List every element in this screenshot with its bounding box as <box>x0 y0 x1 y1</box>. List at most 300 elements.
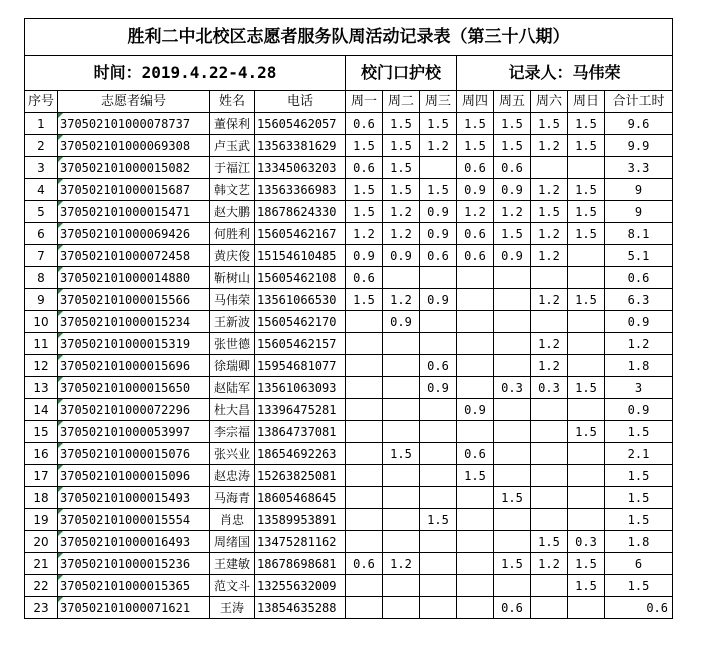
day-hours-cell: 0.6 <box>420 355 457 377</box>
volunteer-id-cell <box>58 113 210 135</box>
phone-cell: 13345063203 <box>255 157 346 179</box>
name-cell: 肖忠 <box>210 509 255 531</box>
volunteer-id: 370502101000016493 <box>60 534 191 549</box>
phone-cell: 15605462170 <box>255 311 346 333</box>
time-value: 2019.4.22-4.28 <box>141 63 277 82</box>
row-number-cell: 15 <box>25 421 58 443</box>
name-cell: 王建敏 <box>210 553 255 575</box>
day-hours-cell <box>383 597 420 619</box>
day-hours-cell: 0.6 <box>420 245 457 267</box>
phone-cell: 13563366983 <box>255 179 346 201</box>
day-hours-cell: 1.5 <box>568 421 605 443</box>
row-number-cell: 12 <box>25 355 58 377</box>
phone-cell: 18605468645 <box>255 487 346 509</box>
volunteer-id: 370502101000015365 <box>60 578 191 593</box>
day-hours-cell <box>494 267 531 289</box>
phone-cell: 18678624330 <box>255 201 346 223</box>
name-cell: 张世德 <box>210 333 255 355</box>
day-hours-cell <box>494 311 531 333</box>
day-hours-cell: 1.2 <box>383 201 420 223</box>
day-hours-cell: 1.5 <box>494 553 531 575</box>
table-row <box>25 597 673 619</box>
name-cell: 赵大鹏 <box>210 201 255 223</box>
table-row <box>25 245 673 267</box>
day-hours-cell: 1.5 <box>568 553 605 575</box>
text-number-marker-icon <box>58 135 63 140</box>
day-hours-cell: 1.2 <box>531 135 568 157</box>
day-hours-cell <box>420 311 457 333</box>
row-number-cell: 20 <box>25 531 58 553</box>
volunteer-id: 370502101000015650 <box>60 380 191 395</box>
row-number-cell: 22 <box>25 575 58 597</box>
text-number-marker-icon <box>58 553 63 558</box>
row-number-cell: 6 <box>25 223 58 245</box>
volunteer-id-cell <box>58 597 210 619</box>
column-header: 姓名 <box>210 91 255 113</box>
location-cell: 校门口护校 <box>346 56 457 91</box>
volunteer-id-cell <box>58 575 210 597</box>
day-hours-cell <box>531 267 568 289</box>
day-hours-cell <box>346 597 383 619</box>
total-hours-cell: 8.1 <box>605 223 673 245</box>
day-hours-cell: 1.5 <box>383 135 420 157</box>
total-hours-cell: 1.5 <box>605 575 673 597</box>
phone-cell: 18654692263 <box>255 443 346 465</box>
volunteer-id-cell <box>58 531 210 553</box>
volunteer-id: 370502101000072458 <box>60 248 191 263</box>
text-number-marker-icon <box>58 465 63 470</box>
day-hours-cell <box>568 509 605 531</box>
name-cell: 董保利 <box>210 113 255 135</box>
total-hours-cell: 1.5 <box>605 487 673 509</box>
column-header: 周四 <box>457 91 494 113</box>
text-number-marker-icon <box>58 179 63 184</box>
text-number-marker-icon <box>58 509 63 514</box>
day-hours-cell: 1.5 <box>531 201 568 223</box>
row-number-cell: 21 <box>25 553 58 575</box>
time-label: 时间： <box>93 63 142 82</box>
total-hours-cell: 9.9 <box>605 135 673 157</box>
day-hours-cell: 0.6 <box>457 223 494 245</box>
day-hours-cell: 0.9 <box>457 399 494 421</box>
row-number-cell: 17 <box>25 465 58 487</box>
phone-cell: 15605462157 <box>255 333 346 355</box>
day-hours-cell: 1.5 <box>568 377 605 399</box>
day-hours-cell: 1.2 <box>383 223 420 245</box>
total-hours-cell: 3.3 <box>605 157 673 179</box>
day-hours-cell: 1.2 <box>531 355 568 377</box>
total-hours-cell: 1.5 <box>605 421 673 443</box>
day-hours-cell <box>494 531 531 553</box>
day-hours-cell <box>457 421 494 443</box>
day-hours-cell <box>420 531 457 553</box>
phone-cell: 13864737081 <box>255 421 346 443</box>
day-hours-cell <box>383 531 420 553</box>
column-header: 周一 <box>346 91 383 113</box>
day-hours-cell <box>568 311 605 333</box>
row-number-cell: 16 <box>25 443 58 465</box>
day-hours-cell: 0.6 <box>346 113 383 135</box>
total-hours-cell: 9 <box>605 201 673 223</box>
day-hours-cell: 0.9 <box>494 179 531 201</box>
day-hours-cell <box>383 575 420 597</box>
volunteer-id-cell <box>58 157 210 179</box>
day-hours-cell: 1.5 <box>420 113 457 135</box>
phone-cell: 15605462167 <box>255 223 346 245</box>
day-hours-cell <box>420 421 457 443</box>
row-number-cell: 1 <box>25 113 58 135</box>
column-header: 电话 <box>255 91 346 113</box>
text-number-marker-icon <box>58 399 63 404</box>
row-number-cell: 5 <box>25 201 58 223</box>
day-hours-cell: 0.3 <box>531 377 568 399</box>
day-hours-cell <box>346 443 383 465</box>
table-row <box>25 267 673 289</box>
phone-cell: 18678698681 <box>255 553 346 575</box>
day-hours-cell: 1.5 <box>383 157 420 179</box>
day-hours-cell <box>346 399 383 421</box>
total-hours-cell: 1.8 <box>605 531 673 553</box>
table-row <box>25 509 673 531</box>
phone-cell: 13561066530 <box>255 289 346 311</box>
day-hours-cell: 1.5 <box>568 179 605 201</box>
day-hours-cell <box>531 399 568 421</box>
column-header: 周三 <box>420 91 457 113</box>
phone-cell: 15263825081 <box>255 465 346 487</box>
text-number-marker-icon <box>58 531 63 536</box>
day-hours-cell: 0.6 <box>457 157 494 179</box>
volunteer-id: 370502101000078737 <box>60 116 191 131</box>
day-hours-cell: 1.5 <box>346 201 383 223</box>
total-hours-cell: 9 <box>605 179 673 201</box>
day-hours-cell: 1.5 <box>383 113 420 135</box>
column-header: 周二 <box>383 91 420 113</box>
table-row <box>25 113 673 135</box>
table-row <box>25 333 673 355</box>
day-hours-cell: 1.5 <box>494 135 531 157</box>
day-hours-cell <box>568 245 605 267</box>
text-number-marker-icon <box>58 157 63 162</box>
text-number-marker-icon <box>58 245 63 250</box>
row-number-cell: 4 <box>25 179 58 201</box>
column-header: 序号 <box>25 91 58 113</box>
total-hours-cell: 3 <box>605 377 673 399</box>
total-hours-cell: 1.5 <box>605 509 673 531</box>
volunteer-id-cell <box>58 289 210 311</box>
volunteer-id: 370502101000071621 <box>60 600 191 615</box>
volunteer-id: 370502101000069426 <box>60 226 191 241</box>
volunteer-id-cell <box>58 245 210 267</box>
table-row <box>25 289 673 311</box>
day-hours-cell <box>383 377 420 399</box>
row-number-cell: 14 <box>25 399 58 421</box>
phone-cell: 13561063093 <box>255 377 346 399</box>
day-hours-cell: 1.2 <box>531 553 568 575</box>
row-number-cell: 2 <box>25 135 58 157</box>
volunteer-id-cell <box>58 267 210 289</box>
name-cell: 徐瑞卿 <box>210 355 255 377</box>
column-header: 周五 <box>494 91 531 113</box>
volunteer-id-cell <box>58 311 210 333</box>
day-hours-cell <box>568 487 605 509</box>
volunteer-id: 370502101000015554 <box>60 512 191 527</box>
day-hours-cell: 0.6 <box>457 443 494 465</box>
name-cell: 卢玉武 <box>210 135 255 157</box>
day-hours-cell <box>457 553 494 575</box>
phone-cell: 13475281162 <box>255 531 346 553</box>
day-hours-cell <box>531 575 568 597</box>
day-hours-cell <box>494 575 531 597</box>
table-row <box>25 553 673 575</box>
name-cell: 韩文艺 <box>210 179 255 201</box>
day-hours-cell: 1.5 <box>383 443 420 465</box>
column-header: 合计工时 <box>605 91 673 113</box>
day-hours-cell <box>531 443 568 465</box>
volunteer-id: 370502101000069308 <box>60 138 191 153</box>
table-row <box>25 377 673 399</box>
day-hours-cell: 1.5 <box>494 223 531 245</box>
text-number-marker-icon <box>58 487 63 492</box>
volunteer-id: 370502101000072296 <box>60 402 191 417</box>
day-hours-cell: 0.9 <box>383 311 420 333</box>
volunteer-id-cell <box>58 487 210 509</box>
day-hours-cell <box>531 465 568 487</box>
row-number-cell: 3 <box>25 157 58 179</box>
volunteer-id-cell <box>58 399 210 421</box>
day-hours-cell <box>457 509 494 531</box>
volunteer-id-cell <box>58 443 210 465</box>
table-row <box>25 201 673 223</box>
day-hours-cell <box>346 377 383 399</box>
column-header: 志愿者编号 <box>58 91 210 113</box>
day-hours-cell <box>346 333 383 355</box>
table-row <box>25 311 673 333</box>
day-hours-cell <box>346 487 383 509</box>
day-hours-cell <box>420 157 457 179</box>
day-hours-cell <box>383 487 420 509</box>
name-cell: 靳树山 <box>210 267 255 289</box>
phone-cell: 15605462108 <box>255 267 346 289</box>
day-hours-cell: 1.5 <box>457 135 494 157</box>
total-hours-cell: 6.3 <box>605 289 673 311</box>
volunteer-id: 370502101000015471 <box>60 204 191 219</box>
phone-cell: 15954681077 <box>255 355 346 377</box>
day-hours-cell <box>420 399 457 421</box>
volunteer-id-cell <box>58 421 210 443</box>
name-cell: 张兴业 <box>210 443 255 465</box>
volunteer-id-cell <box>58 333 210 355</box>
day-hours-cell: 0.6 <box>457 245 494 267</box>
table-row <box>25 355 673 377</box>
day-hours-cell: 0.6 <box>346 157 383 179</box>
row-number-cell: 9 <box>25 289 58 311</box>
column-header: 周日 <box>568 91 605 113</box>
day-hours-cell: 1.5 <box>531 531 568 553</box>
volunteer-id-cell <box>58 223 210 245</box>
table-row <box>25 443 673 465</box>
day-hours-cell <box>568 355 605 377</box>
name-cell: 马海青 <box>210 487 255 509</box>
total-hours-cell: 1.5 <box>605 465 673 487</box>
text-number-marker-icon <box>58 421 63 426</box>
row-number-cell: 19 <box>25 509 58 531</box>
name-cell: 杜大昌 <box>210 399 255 421</box>
day-hours-cell <box>531 421 568 443</box>
total-hours-cell: 2.1 <box>605 443 673 465</box>
name-cell: 范文斗 <box>210 575 255 597</box>
text-number-marker-icon <box>58 267 63 272</box>
text-number-marker-icon <box>58 377 63 382</box>
total-hours-cell: 1.2 <box>605 333 673 355</box>
volunteer-id-cell <box>58 553 210 575</box>
day-hours-cell <box>346 355 383 377</box>
row-number-cell: 13 <box>25 377 58 399</box>
day-hours-cell: 0.9 <box>420 289 457 311</box>
recorder-cell <box>457 56 673 91</box>
day-hours-cell <box>494 333 531 355</box>
day-hours-cell <box>346 509 383 531</box>
day-hours-cell: 0.9 <box>383 245 420 267</box>
day-hours-cell <box>457 531 494 553</box>
day-hours-cell: 1.2 <box>531 179 568 201</box>
day-hours-cell <box>531 509 568 531</box>
table-row <box>25 421 673 443</box>
phone-cell: 15605462057 <box>255 113 346 135</box>
day-hours-cell: 1.5 <box>420 509 457 531</box>
text-number-marker-icon <box>58 201 63 206</box>
volunteer-id: 370502101000015236 <box>60 556 191 571</box>
name-cell: 李宗福 <box>210 421 255 443</box>
row-number-cell: 10 <box>25 311 58 333</box>
volunteer-id: 370502101000053997 <box>60 424 191 439</box>
day-hours-cell <box>346 421 383 443</box>
text-number-marker-icon <box>58 597 63 602</box>
volunteer-id: 370502101000015076 <box>60 446 191 461</box>
day-hours-cell: 0.3 <box>494 377 531 399</box>
day-hours-cell <box>383 421 420 443</box>
day-hours-cell <box>494 443 531 465</box>
day-hours-cell: 1.5 <box>346 289 383 311</box>
table-row <box>25 531 673 553</box>
day-hours-cell <box>568 443 605 465</box>
name-cell: 何胜利 <box>210 223 255 245</box>
row-number-cell: 23 <box>25 597 58 619</box>
name-cell: 王涛 <box>210 597 255 619</box>
row-number-cell: 8 <box>25 267 58 289</box>
time-cell <box>25 56 346 91</box>
name-cell: 赵陆军 <box>210 377 255 399</box>
day-hours-cell: 1.2 <box>494 201 531 223</box>
text-number-marker-icon <box>58 311 63 316</box>
day-hours-cell <box>457 311 494 333</box>
volunteer-id-cell <box>58 179 210 201</box>
volunteer-id: 370502101000015687 <box>60 182 191 197</box>
day-hours-cell <box>457 289 494 311</box>
day-hours-cell: 1.5 <box>568 135 605 157</box>
day-hours-cell <box>457 267 494 289</box>
volunteer-id: 370502101000015493 <box>60 490 191 505</box>
text-number-marker-icon <box>58 443 63 448</box>
total-hours-cell: 9.6 <box>605 113 673 135</box>
day-hours-cell <box>568 399 605 421</box>
day-hours-cell: 1.2 <box>383 553 420 575</box>
day-hours-cell: 1.5 <box>494 487 531 509</box>
day-hours-cell: 1.5 <box>568 201 605 223</box>
day-hours-cell: 1.2 <box>383 289 420 311</box>
total-hours-cell: 0.9 <box>605 311 673 333</box>
text-number-marker-icon <box>58 223 63 228</box>
day-hours-cell: 1.5 <box>494 113 531 135</box>
name-cell: 黄庆俊 <box>210 245 255 267</box>
total-hours-cell: 0.9 <box>605 399 673 421</box>
day-hours-cell <box>346 311 383 333</box>
day-hours-cell: 1.5 <box>383 179 420 201</box>
day-hours-cell: 1.5 <box>346 179 383 201</box>
phone-cell: 13396475281 <box>255 399 346 421</box>
day-hours-cell: 0.9 <box>494 245 531 267</box>
phone-cell: 13589953891 <box>255 509 346 531</box>
total-hours-cell: 5.1 <box>605 245 673 267</box>
day-hours-cell: 0.9 <box>457 179 494 201</box>
recorder-label: 记录人： <box>508 63 573 82</box>
volunteer-id-cell <box>58 509 210 531</box>
volunteer-id: 370502101000015234 <box>60 314 191 329</box>
phone-cell: 13255632009 <box>255 575 346 597</box>
day-hours-cell <box>457 333 494 355</box>
table-row <box>25 487 673 509</box>
text-number-marker-icon <box>58 113 63 118</box>
volunteer-id: 370502101000015566 <box>60 292 191 307</box>
day-hours-cell <box>420 267 457 289</box>
table-row <box>25 157 673 179</box>
day-hours-cell <box>568 333 605 355</box>
day-hours-cell <box>494 421 531 443</box>
day-hours-cell: 1.5 <box>531 113 568 135</box>
day-hours-cell <box>346 531 383 553</box>
text-number-marker-icon <box>58 289 63 294</box>
row-number-cell: 11 <box>25 333 58 355</box>
day-hours-cell: 1.2 <box>531 333 568 355</box>
day-hours-cell: 0.6 <box>346 553 383 575</box>
phone-cell: 15154610485 <box>255 245 346 267</box>
day-hours-cell <box>346 575 383 597</box>
day-hours-cell <box>494 509 531 531</box>
day-hours-cell: 1.5 <box>568 575 605 597</box>
total-hours-cell: 0.6 <box>605 597 673 619</box>
day-hours-cell <box>494 465 531 487</box>
day-hours-cell <box>383 267 420 289</box>
day-hours-cell <box>457 487 494 509</box>
volunteer-id-cell <box>58 135 210 157</box>
text-number-marker-icon <box>58 355 63 360</box>
day-hours-cell: 1.2 <box>531 289 568 311</box>
table-row <box>25 575 673 597</box>
column-header: 周六 <box>531 91 568 113</box>
day-hours-cell: 0.6 <box>494 597 531 619</box>
total-hours-cell: 1.8 <box>605 355 673 377</box>
day-hours-cell: 0.6 <box>494 157 531 179</box>
name-cell: 马伟荣 <box>210 289 255 311</box>
total-hours-cell: 0.6 <box>605 267 673 289</box>
day-hours-cell <box>494 289 531 311</box>
day-hours-cell <box>457 575 494 597</box>
name-cell: 赵忠涛 <box>210 465 255 487</box>
phone-cell: 13854635288 <box>255 597 346 619</box>
day-hours-cell <box>531 597 568 619</box>
volunteer-id: 370502101000014880 <box>60 270 191 285</box>
table-row <box>25 179 673 201</box>
day-hours-cell <box>420 487 457 509</box>
